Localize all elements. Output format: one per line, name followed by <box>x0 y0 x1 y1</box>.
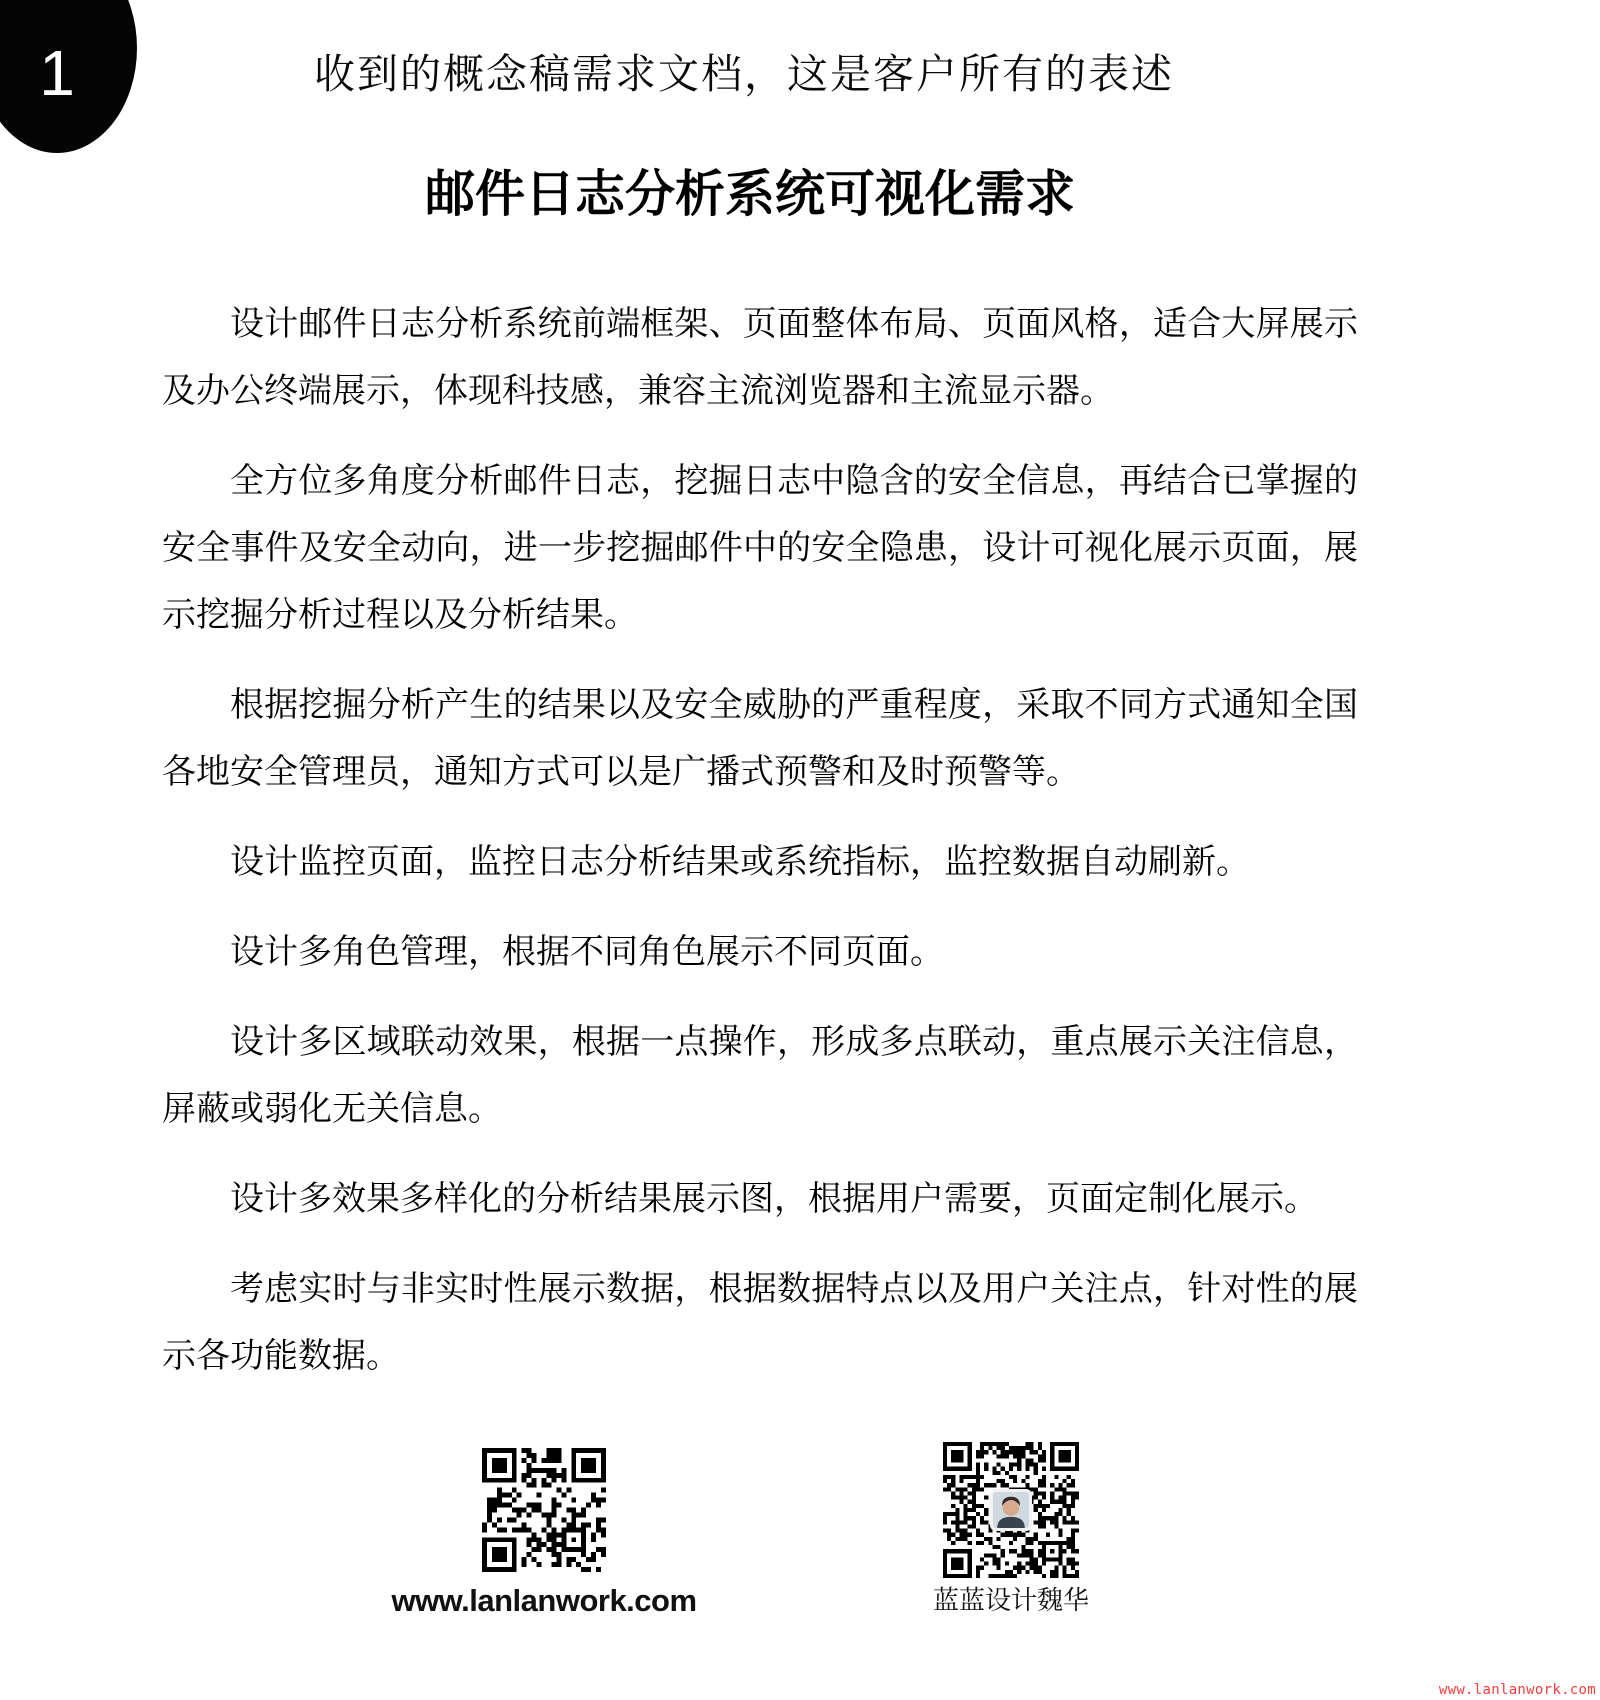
qr-block-wechat <box>851 1442 1171 1613</box>
requirement-paragraph: 根据挖掘分析产生的结果以及安全威胁的严重程度，采取不同方式通知全国各地安全管理员，通知方式可以是广播式预警和及时预警等。 <box>162 687 1358 791</box>
watermark: www.lanlanwork.com <box>1438 1682 1596 1698</box>
page-header: 收到的概念稿需求文档，这是客户所有的表述 <box>314 51 1174 97</box>
doc-title: 邮件日志分析系统可视化需求 <box>425 166 1075 222</box>
qr-caption-wechat: 蓝蓝设计魏华 <box>932 1585 1089 1615</box>
requirement-paragraph: 考虑实时与非实时性展示数据，根据数据特点以及用户关注点，针对性的展示各功能数据。 <box>162 1271 1358 1375</box>
step-number: 1 <box>39 37 75 109</box>
requirement-paragraph: 全方位多角度分析邮件日志，挖掘日志中隐含的安全信息，再结合已掌握的安全事件及安全动向，进一步挖掘邮件中的安全隐患，设计可视化展示页面，展示挖掘分析过程以及分析结果。 <box>162 463 1358 634</box>
qr-caption-website: www.lanlanwork.com <box>391 1583 697 1618</box>
website-qr-code <box>482 1448 606 1572</box>
requirement-paragraph: 设计监控页面，监控日志分析结果或系统指标，监控数据自动刷新。 <box>230 844 1250 881</box>
wechat-avatar <box>990 1489 1032 1531</box>
requirement-paragraph: 设计邮件日志分析系统前端框架、页面整体布局、页面风格，适合大屏展示及办公终端展示，体现科技感，兼容主流浏览器和主流显示器。 <box>162 306 1358 410</box>
requirement-paragraph: 设计多角色管理，根据不同角色展示不同页面。 <box>230 934 944 971</box>
wechat-qr-code <box>943 1442 1079 1578</box>
requirement-paragraph: 设计多效果多样化的分析结果展示图，根据用户需要，页面定制化展示。 <box>230 1181 1318 1218</box>
requirement-paragraph: 设计多区域联动效果，根据一点操作，形成多点联动，重点展示关注信息，屏蔽或弱化无关信息。 <box>162 1024 1358 1128</box>
requirements-body <box>162 291 1358 1413</box>
qr-block-website <box>384 1448 704 1616</box>
